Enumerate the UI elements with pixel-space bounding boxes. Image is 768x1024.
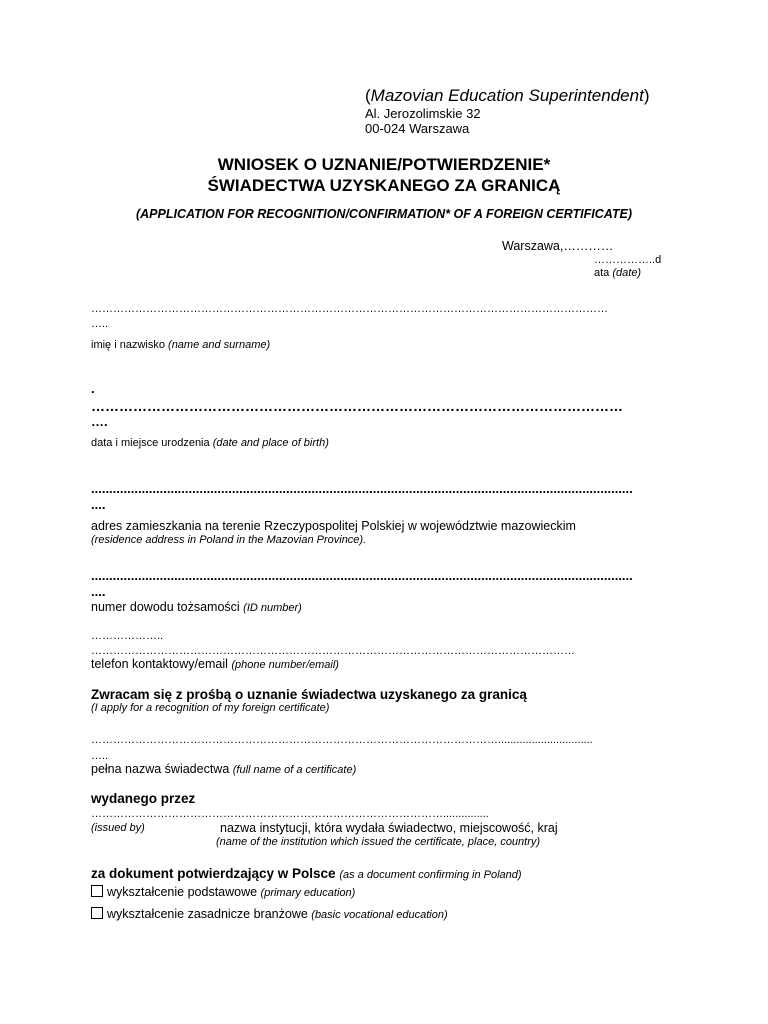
issued-label-en-detail: (name of the institution which issued the certificate, place, country) <box>216 836 541 848</box>
id-label: numer dowodu tożsamości (ID number) <box>91 600 302 614</box>
phone-field-dots[interactable]: ……………….. <box>91 630 164 642</box>
name-label: imię i nazwisko (name and surname) <box>91 339 271 351</box>
birth-field-dots[interactable]: …………………………………………………………………………………………………… <box>91 398 623 414</box>
request-heading-en: (I apply for a recognition of my foreign certificate) <box>91 702 330 714</box>
title-line-2: ŚWIADECTWA UZYSKANEGO ZA GRANICĄ <box>207 176 561 195</box>
date-place[interactable]: Warszawa,………… <box>502 239 614 253</box>
addressee-name: (Mazovian Education Superintendent) <box>365 86 650 105</box>
certificate-label: pełna nazwa świadectwa (full name of a certificate) <box>91 762 357 776</box>
issued-heading: wydanego przez <box>91 791 196 806</box>
phone-label: telefon kontaktowy/email (phone number/email) <box>91 657 339 671</box>
addressee-city: 00-024 Warszawa <box>365 121 470 136</box>
option-primary-education[interactable]: wykształcenie podstawowe (primary education) <box>91 885 355 899</box>
phone-field-dots-cont[interactable]: …………………………………………………………………………………………………………………… <box>91 645 575 657</box>
name-field-dots-cont[interactable]: ….. <box>91 318 109 330</box>
id-field-dots-cont[interactable]: .... <box>91 584 106 599</box>
certificate-field-dots-cont[interactable]: ….. <box>91 750 109 762</box>
birth-field-dot: . <box>91 381 95 396</box>
address-field-dots[interactable]: ...................................................................................................................................................... <box>91 481 633 496</box>
date-dots[interactable]: ……………..d <box>594 254 662 266</box>
document-heading: za dokument potwierdzający w Polsce (as a document confirming in Poland) <box>91 866 522 881</box>
certificate-field-dots[interactable]: …………………………………………………………………………………………………............................... <box>91 734 593 746</box>
id-field-dots[interactable]: ...................................................................................................................................................... <box>91 568 633 583</box>
name-field-dots[interactable]: …………………………………………………………………………………………………………………………… <box>91 303 608 315</box>
address-field-dots-cont[interactable]: .... <box>91 497 106 512</box>
checkbox-icon[interactable] <box>91 885 103 897</box>
birth-label: data i miejsce urodzenia (date and place of birth) <box>91 437 329 449</box>
issued-label: nazwa instytucji, która wydała świadectwo, miejscowość, kraj <box>220 821 558 835</box>
issued-field-dots[interactable]: ……………………………………………………………………………………............... <box>91 808 489 820</box>
addressee-street: Al. Jerozolimskie 32 <box>365 106 481 121</box>
option-basic-vocational-education[interactable]: wykształcenie zasadnicze branżowe (basic vocational education) <box>91 907 448 921</box>
date-label: ata (date) <box>594 267 642 279</box>
birth-field-dots-cont[interactable]: …. <box>91 414 108 429</box>
request-heading: Zwracam się z prośbą o uznanie świadectwa uzyskanego za granicą <box>91 687 527 702</box>
issued-label-en: (issued by) <box>91 822 145 834</box>
address-label-en: (residence address in Poland in the Mazovian Province). <box>91 534 367 546</box>
address-label: adres zamieszkania na terenie Rzeczypospolitej Polskiej w województwie mazowieckim <box>91 519 576 533</box>
title-line-1: WNIOSEK O UZNANIE/POTWIERDZENIE* <box>217 155 551 174</box>
title-subtitle: (APPLICATION FOR RECOGNITION/CONFIRMATION* OF A FOREIGN CERTIFICATE) <box>135 207 633 221</box>
checkbox-icon[interactable] <box>91 907 103 919</box>
